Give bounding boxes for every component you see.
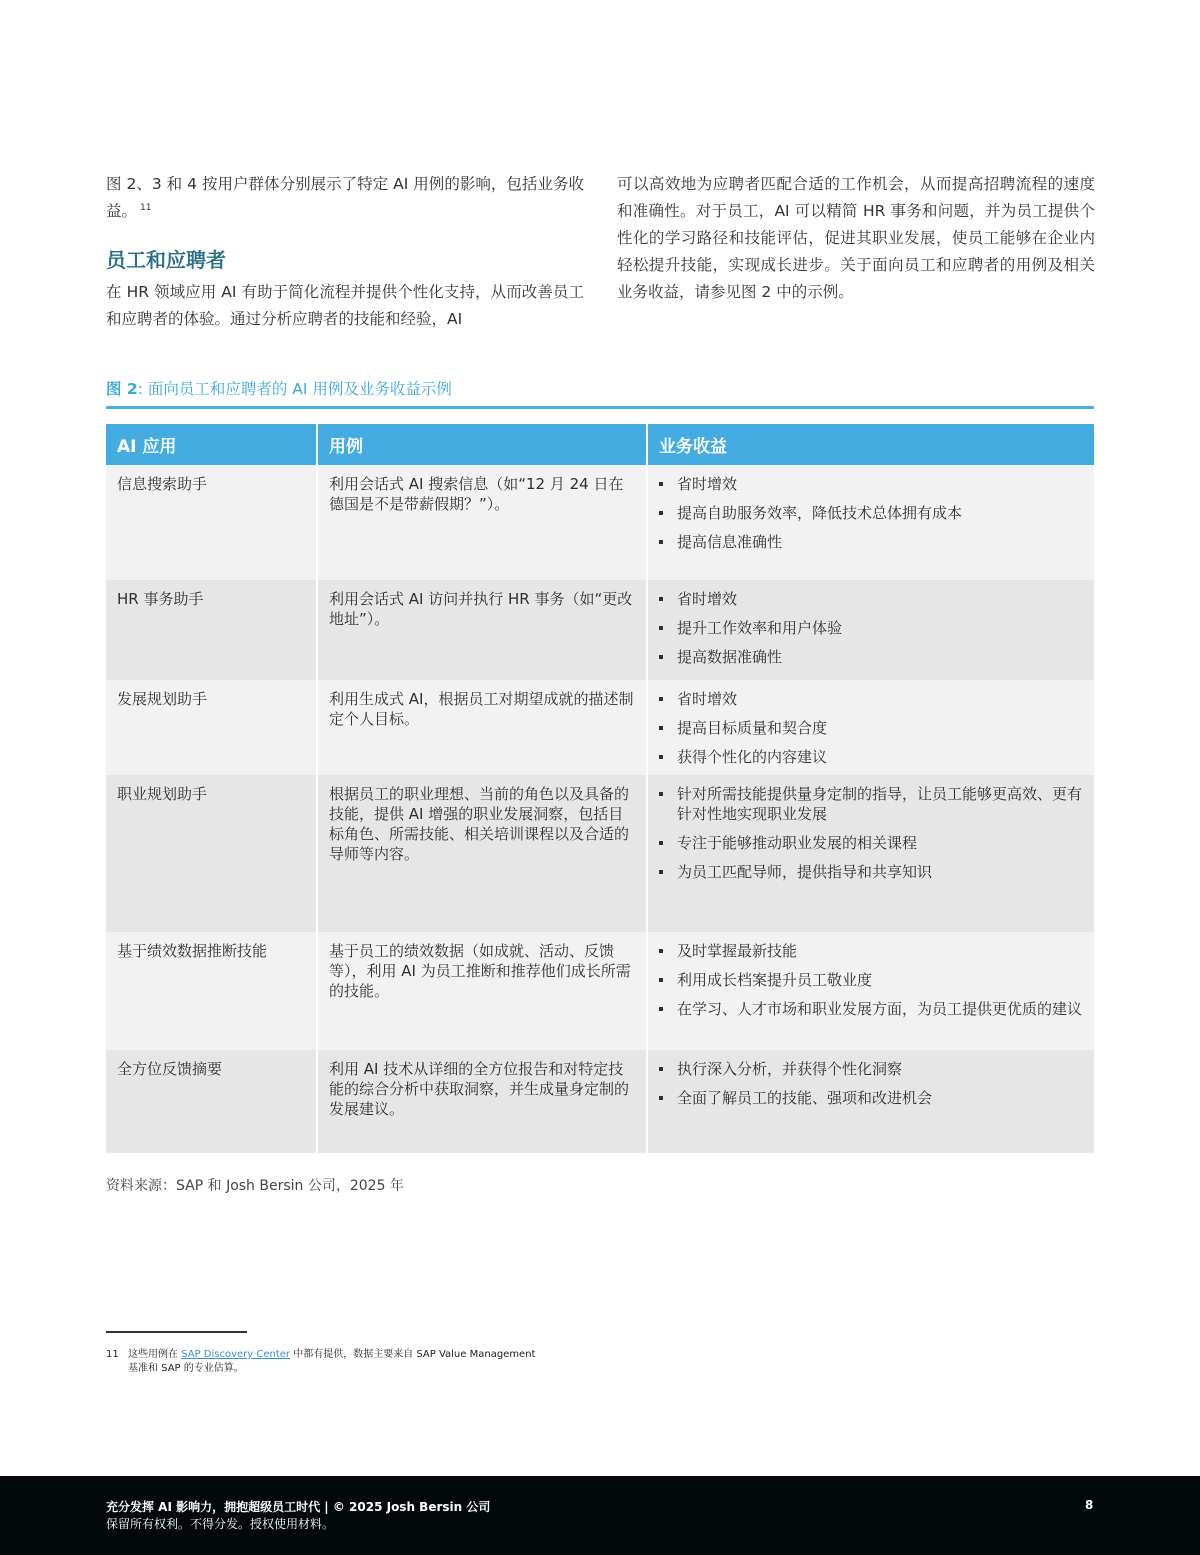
- cell-use-case: 利用 AI 技术从详细的全方位报告和对特定技能的综合分析中获取洞察，并生成量身定制的发展建议。: [317, 1050, 647, 1153]
- benefit-item: [659, 689, 1083, 709]
- footnote-reference[interactable]: 11: [140, 202, 152, 213]
- benefit-item: [659, 647, 1083, 667]
- benefits-list: [659, 941, 1083, 1019]
- cell-benefits: [647, 775, 1094, 932]
- bullet-icon: [659, 978, 663, 982]
- benefit-text: 省时增效: [677, 690, 738, 708]
- bullet-icon: [659, 626, 663, 630]
- benefit-text: 提高数据准确性: [677, 648, 783, 666]
- cell-use-case: 利用会话式 AI 搜索信息（如“12 月 24 日在德国是不是带薪假期？”）。: [317, 465, 647, 580]
- section-heading: 员工和应聘者: [106, 248, 226, 272]
- benefit-item: [659, 941, 1083, 961]
- benefit-item: [659, 784, 1083, 824]
- cell-ai-application: 职业规划助手: [106, 775, 317, 932]
- bullet-icon: [659, 792, 663, 796]
- figure-number: 图 2: [106, 380, 138, 398]
- benefit-text: 省时增效: [677, 475, 738, 493]
- table-row: [106, 775, 1094, 932]
- benefit-item: [659, 1059, 1083, 1079]
- bullet-icon: [659, 755, 663, 759]
- benefit-item: [659, 589, 1083, 609]
- footer-rights: 保留所有权利。不得分发。授权使用材料。: [106, 1517, 335, 1531]
- benefit-item: [659, 718, 1083, 738]
- benefit-text: 执行深入分析，并获得个性化洞察: [677, 1060, 903, 1078]
- table-row: [106, 680, 1094, 775]
- cell-benefits: [647, 1050, 1094, 1153]
- bullet-icon: [659, 1007, 663, 1011]
- cell-benefits: [647, 580, 1094, 680]
- benefit-text: 专注于能够推动职业发展的相关课程: [677, 834, 918, 852]
- page-footer: [0, 1476, 1200, 1555]
- benefits-list: [659, 784, 1083, 882]
- source-citation: 资料来源：SAP 和 Josh Bersin 公司，2025 年: [106, 1178, 404, 1194]
- intro-right-column: [617, 171, 1095, 306]
- bullet-icon: [659, 482, 663, 486]
- bullet-icon: [659, 870, 663, 874]
- benefits-list: [659, 1059, 1083, 1108]
- footnote-line2: 基准和 SAP 的专业估算。: [128, 1363, 244, 1374]
- benefit-text: 及时掌握最新技能: [677, 942, 798, 960]
- table-row: [106, 1050, 1094, 1153]
- benefit-text: 省时增效: [677, 590, 738, 608]
- cell-ai-application: 信息搜索助手: [106, 465, 317, 580]
- footer-title-copyright: 充分发挥 AI 影响力，拥抱超级员工时代 | © 2025 Josh Bersin 公司: [106, 1500, 491, 1514]
- benefit-text: 提高信息准确性: [677, 533, 783, 551]
- benefits-list: [659, 474, 1083, 552]
- intro-text: 图 2、3 和 4 按用户群体分别展示了特定 AI 用例的影响，包括业务收益。: [106, 175, 584, 220]
- benefit-item: [659, 747, 1083, 767]
- cell-ai-application: HR 事务助手: [106, 580, 317, 680]
- benefit-text: 利用成长档案提升员工敬业度: [677, 971, 873, 989]
- benefit-text: 在学习、人才市场和职业发展方面，为员工提供更优质的建议: [677, 1000, 1083, 1018]
- benefit-item: [659, 474, 1083, 494]
- cell-benefits: [647, 680, 1094, 775]
- benefit-text: 提高目标质量和契合度: [677, 719, 828, 737]
- bullet-icon: [659, 540, 663, 544]
- cell-use-case: 基于员工的绩效数据（如成就、活动、反馈等），利用 AI 为员工推断和推荐他们成长所需的技能。: [317, 932, 647, 1050]
- intro-paragraph: [106, 171, 584, 225]
- header-use-case: 用例: [317, 424, 647, 465]
- benefit-text: 为员工匹配导师，提供指导和共享知识: [677, 863, 933, 881]
- benefit-text: 获得个性化的内容建议: [677, 748, 828, 766]
- bullet-icon: [659, 597, 663, 601]
- cell-benefits: [647, 932, 1094, 1050]
- table-row: [106, 465, 1094, 580]
- section-body: 在 HR 领域应用 AI 有助于简化流程并提供个性化支持，从而改善员工和应聘者的体验。通过分析应聘者的技能和经验，AI: [106, 283, 584, 328]
- benefit-item: [659, 970, 1083, 990]
- ai-use-case-table: [106, 424, 1094, 1153]
- bullet-icon: [659, 949, 663, 953]
- bullet-icon: [659, 841, 663, 845]
- benefits-list: [659, 589, 1083, 667]
- cell-ai-application: 全方位反馈摘要: [106, 1050, 317, 1153]
- benefit-item: [659, 862, 1083, 882]
- figure-separator: :: [137, 380, 148, 398]
- figure-title: 面向员工和应聘者的 AI 用例及业务收益示例: [147, 380, 452, 398]
- figure-rule-divider: [106, 406, 1094, 409]
- bullet-icon: [659, 1096, 663, 1100]
- cell-benefits: [647, 465, 1094, 580]
- cell-ai-application: 基于绩效数据推断技能: [106, 932, 317, 1050]
- cell-ai-application: 发展规划助手: [106, 680, 317, 775]
- table-row: [106, 580, 1094, 680]
- cell-use-case: 利用生成式 AI，根据员工对期望成就的描述制定个人目标。: [317, 680, 647, 775]
- table-row: [106, 932, 1094, 1050]
- footnote-divider: [106, 1331, 247, 1333]
- cell-use-case: 根据员工的职业理想、当前的角色以及具备的技能，提供 AI 增强的职业发展洞察，包括目标角色、所需技能、相关培训课程以及合适的导师等内容。: [317, 775, 647, 932]
- bullet-icon: [659, 511, 663, 515]
- footnote-prefix: 这些用例在: [128, 1349, 182, 1360]
- bullet-icon: [659, 655, 663, 659]
- benefit-text: 针对所需技能提供量身定制的指导，让员工能够更高效、更有针对性地实现职业发展: [677, 785, 1083, 823]
- bullet-icon: [659, 697, 663, 701]
- header-ai-application: AI 应用: [106, 424, 317, 465]
- bullet-icon: [659, 726, 663, 730]
- footnote: [106, 1348, 606, 1376]
- benefit-item: [659, 1088, 1083, 1108]
- benefit-text: 提升工作效率和用户体验: [677, 619, 843, 637]
- benefit-item: [659, 999, 1083, 1019]
- intro-left-column: [106, 171, 584, 225]
- benefit-item: [659, 618, 1083, 638]
- benefit-item: [659, 532, 1083, 552]
- footnote-suffix: 中都有提供，数据主要来自 SAP Value Management: [290, 1349, 536, 1360]
- benefit-item: [659, 503, 1083, 523]
- intro-right-paragraph: 可以高效地为应聘者匹配合适的工作机会，从而提高招聘流程的速度和准确性。对于员工，AI 可以精简 HR 事务和问题，并为员工提供个性化的学习路径和技能评估，促进其职业发展，使员工能够在企业内轻松提升技能，实现成长进步。关于面向员工和应聘者的用例及相关业务收益，请参见图 2 中的示例。: [617, 175, 1095, 301]
- footnote-number: 11: [106, 1349, 119, 1360]
- header-business-benefits: 业务收益: [647, 424, 1094, 465]
- table-header-row: [106, 424, 1094, 465]
- benefit-text: 全面了解员工的技能、强项和改进机会: [677, 1089, 933, 1107]
- bullet-icon: [659, 1067, 663, 1071]
- benefits-list: [659, 689, 1083, 767]
- benefit-item: [659, 833, 1083, 853]
- sap-discovery-center-link[interactable]: SAP Discovery Center: [181, 1349, 291, 1360]
- page-number: 8: [1085, 1498, 1094, 1512]
- cell-use-case: 利用会话式 AI 访问并执行 HR 事务（如“更改地址”）。: [317, 580, 647, 680]
- benefit-text: 提高自助服务效率，降低技术总体拥有成本: [677, 504, 963, 522]
- figure-caption: [106, 377, 452, 399]
